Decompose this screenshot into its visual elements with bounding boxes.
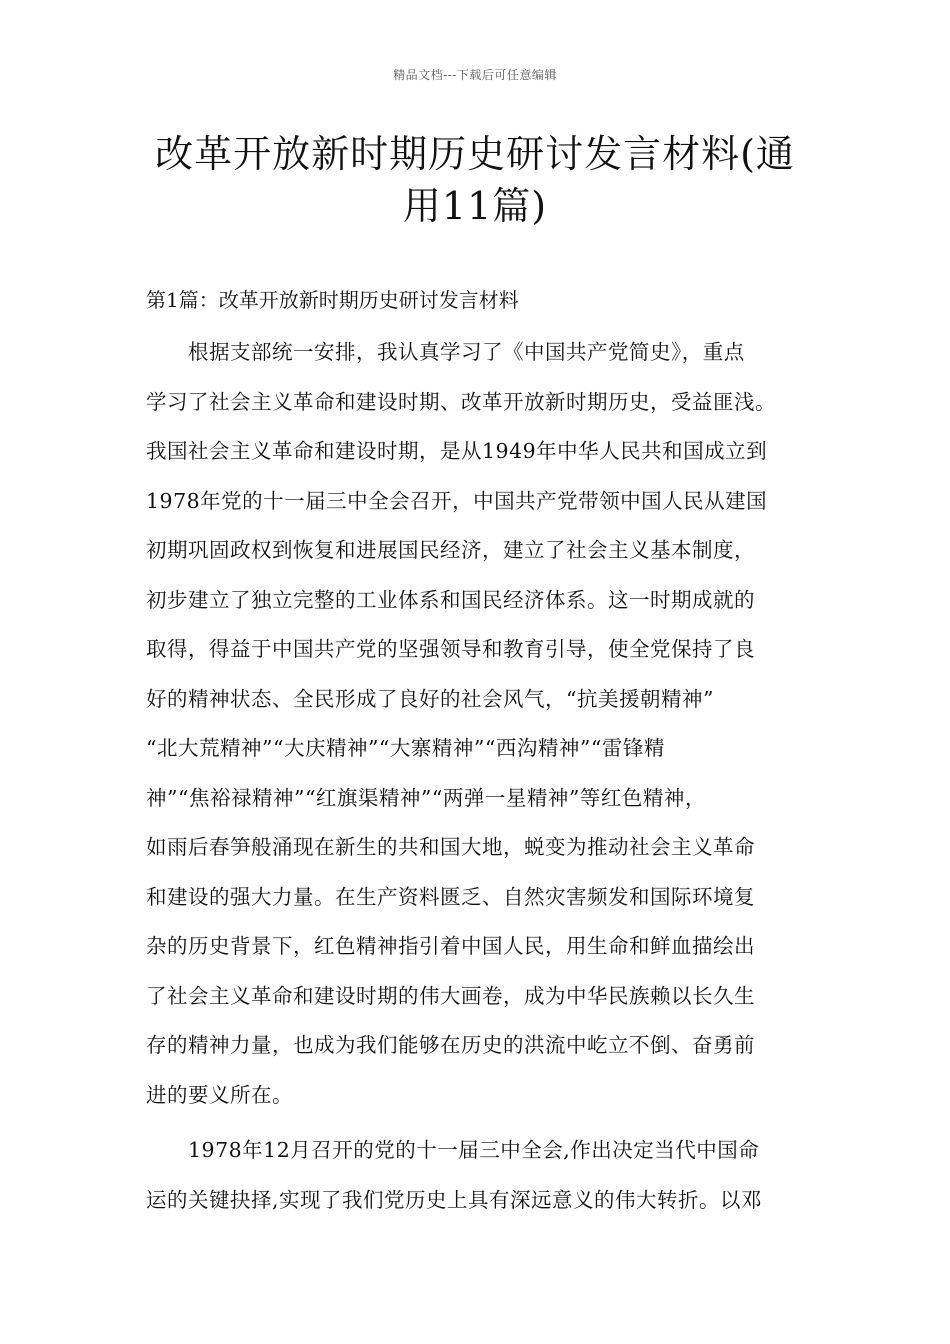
paragraph-2 <box>146 1130 826 1229</box>
text-line: 进的要义所在。 <box>146 1082 293 1107</box>
text-line: 运的关键抉择,实现了我们党历史上具有深远意义的伟大转折。以邓 <box>146 1187 763 1212</box>
text-line: 初期巩固政权到恢复和进展国民经济，建立了社会主义基本制度， <box>146 538 755 562</box>
text-line: 学习了社会主义革命和建设时期、改革开放新时期历史，受益匪浅。 <box>146 389 776 414</box>
text-line: 神”“焦裕禄精神”“红旗渠精神”“两弹一星精神”等红色精神， <box>146 785 706 810</box>
text-line: 好的精神状态、全民形成了良好的社会风气，“抗美援朝精神” <box>146 686 714 711</box>
text-line: 1978年12月召开的党的十一届三中全会,作出决定当代中国命 <box>188 1138 760 1162</box>
text-line: 存的精神力量，也成为我们能够在历史的洪流中屹立不倒、奋勇前 <box>146 1033 755 1057</box>
text-line: 如雨后春笋般涌现在新生的共和国大地，蜕变为推动社会主义革命 <box>146 835 755 859</box>
paragraph-1 <box>146 332 826 1124</box>
text-line: 取得，得益于中国共产党的坚强领导和教育引导，使全党保持了良 <box>146 637 755 661</box>
text-line: 初步建立了独立完整的工业体系和国民经济体系。这一时期成就的 <box>146 587 755 612</box>
header-watermark: 精品文档---下载后可任意编辑 <box>393 68 557 82</box>
title-line: 改革开放新时期历史研讨发言材料(通 <box>155 132 795 176</box>
text-line: 杂的历史背景下，红色精神指引着中国人民，用生命和鲜血描绘出 <box>146 934 755 958</box>
text-line: 了社会主义革命和建设时期的伟大画卷，成为中华民族赖以长久生 <box>146 983 755 1008</box>
document-title <box>140 128 810 232</box>
text-line: “北大荒精神”“大庆精神”“大寨精神”“西沟精神”“雷锋精 <box>146 736 665 760</box>
text-line: 1978年党的十一届三中全会召开，中国共产党带领中国人民从建国 <box>146 488 768 513</box>
text-line: 我国社会主义革命和建设时期，是从1949年中华人民共和国成立到 <box>146 439 768 463</box>
title-line: 用11篇) <box>402 184 548 228</box>
text-line: 根据支部统一安排，我认真学习了《中国共产党简史》，重点 <box>188 340 745 364</box>
section-heading: 第1篇：改革开放新时期历史研讨发言材料 <box>146 288 519 312</box>
text-line: 和建设的强大力量。在生产资料匮乏、自然灾害频发和国际环境复 <box>146 884 755 909</box>
